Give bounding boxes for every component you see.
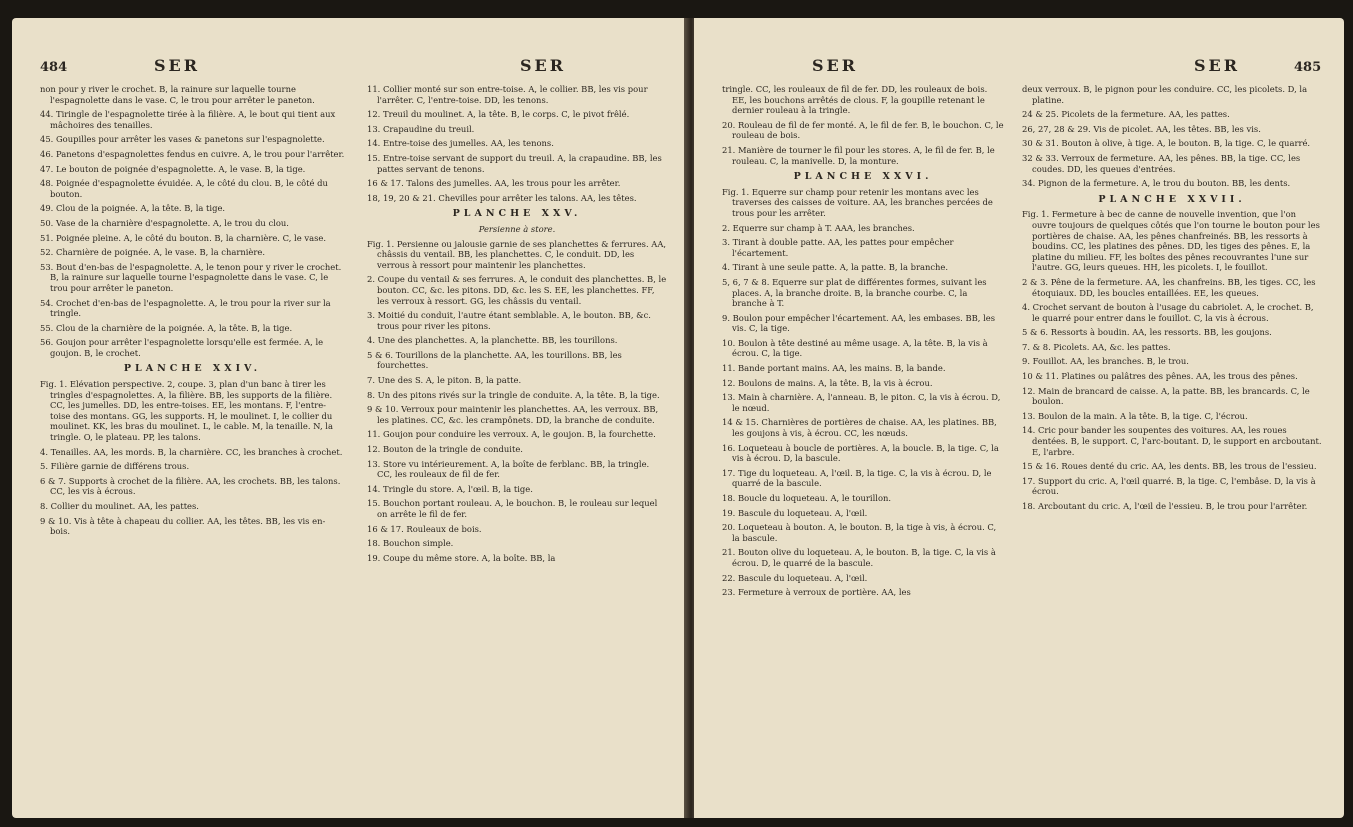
running-head-right: SER [1194,56,1241,75]
legend-entry: Fig. 1. Fermeture à bec de canne de nouvelle invention, que l'on ouvre toujours de quelques côtés que l'on tourne le bouton pour les portières de chaise. AA, les pênes chanfreinés. BB, les ressorts à boudins. CC, les platines des pênes. DD, les tiges des pênes. E, la platine du milieu. FF, les boîtes des pênes recouvrantes l'une sur l'autre. GG, leurs queues. HH, les picolets. I, le fouillot. [1022,209,1320,273]
legend-entry: 15. Bouchon portant rouleau. A, le bouchon. B, le rouleau sur lequel on arrête le fil de fer. [367,498,658,519]
legend-entry: 4. Crochet servant de bouton à l'usage du cabriolet. A, le crochet. B, le quarré pour entrer dans le fouillot. C, la vis à écrous. [1022,302,1314,323]
running-head-center-left: SER [520,56,567,75]
legend-entry: 17. Tige du loqueteau. A, l'œil. B, la tige. C, la vis à écrou. D, le quarré de la bascule. [722,467,992,489]
legend-entry: 14. Cric pour bander les soupentes des voitures. AA, les roues dentées. B, le support. C, l'arc-boutant. D, le support en arcboutant. E, l'arbre. [1022,425,1322,457]
legend-entry: 18. Arcboutant du cric. A, l'œil de l'essieu. B, le trou pour l'arrêter. [1022,501,1308,511]
plate-subtitle: Persienne à store. [478,223,556,234]
legend-entry: 53. Bout d'en-bas de l'espagnolette. A, le tenon pour y river le crochet. B, la rainure sur laquelle tourne l'espagnolette dans le vase. C, le trou pour arrêter le paneton. [40,261,342,293]
legend-entry: 44. Tiringle de l'espagnolette tirée à la filière. A, le bout qui tient aux mâchoires des tenailles. [40,109,336,130]
legend-entry: 32 & 33. Verroux de fermeture. AA, les pênes. BB, la tige. CC, les coudes. DD, les queues d'entrées. [1022,152,1301,174]
legend-entry: 50. Vase de la charnière d'espagnolette. A, le trou du clou. [40,217,289,228]
right-page [694,18,1344,818]
legend-entry: 11. Bande portant mains. AA, les mains. B, la bande. [722,363,946,374]
legend-entry: 20. Rouleau de fil de fer monté. A, le fil de fer. B, le bouchon. C, le rouleau de bois. [722,119,1004,141]
legend-entry: 21. Manière de tourner le fil pour les stores. A, le fil de fer. B, le rouleau. C, la manivelle. D, la monture. [722,144,995,166]
legend-entry: 19. Bascule du loqueteau. A, l'œil. [722,507,868,518]
legend-entry: 9 & 10. Verroux pour maintenir les planchettes. AA, les verroux. BB, les platines. CC, &c. les crampônets. DD, la branche de conduite. [367,404,659,425]
legend-entry: 52. Charnière de poignée. A, le vase. B, la charnière. [40,247,266,258]
left-column-1 [40,84,345,541]
legend-entry: 45. Goupilles pour arrêter les vases & panetons sur l'espagnolette. [40,134,325,145]
legend-entry: 17. Support du cric. A, l'œil quarré. B, la tige. C, l'embâse. D, la vis à écrou. [1022,475,1316,497]
legend-entry: 9. Fouillot. AA, les branches. B, le trou. [1022,356,1189,367]
legend-entry: 46. Panetons d'espagnolettes fendus en cuivre. A, le trou pour l'arrêter. [40,148,345,159]
legend-entry: 21. Bouton olive du loqueteau. A, le bouton. B, la tige. C, la vis à écrou. D, le quarré de la bascule. [722,547,996,568]
legend-entry: 22. Bascule du loqueteau. A, l'œil. [722,572,868,583]
legend-entry: 49. Clou de la poignée. A, la tête. B, la tige. [40,203,226,214]
legend-entry: 8. Collier du moulinet. AA, les pattes. [40,501,199,511]
legend-entry: 13. Crapaudine du treuil. [367,123,475,134]
legend-entry: Fig. 1. Elévation perspective. 2, coupe. 3, plan d'un banc à tirer les tringles d'espagnolettes. A, la filière. BB, les supports de la filière. CC, les jumelles. DD, les entre-toises. EE, les montans. F, l'entre-toise des montans. GG, les supports. H, le moulinet. I, le collier du moulinet. KK, les bras du moulinet. L, le cable. M, la tenaille. N, la tringle. O, le plateau. PP, les talons. [40,379,333,443]
legend-entry: Fig. 1. Equerre sur champ pour retenir les montans avec les traverses des caisses de voiture. AA, les branches percées de trous pour les arrêter. [722,186,993,218]
page-number-right: 485 [1294,60,1322,75]
legend-entry: 9. Boulon pour empêcher l'écartement. AA, les embases. BB, les vis. C, la tige. [722,312,996,334]
legend-entry: 2. Coupe du ventail & ses ferrures. A, le conduit des planchettes. B, le bouton. CC, &c. les pitons. DD, &c. les S. EE, les planchettes. FF, les verroux à ressort. GG, les châssis du ventail. [367,274,667,306]
legend-entry: 23. Fermeture à verroux de portière. AA, les [722,587,911,598]
legend-entry: 14 & 15. Charnières de portières de chaise. AA, les platines. BB, les goujons à vis, à écrou. CC, les nœuds. [722,417,997,439]
legend-entry: 18, 19, 20 & 21. Chevilles pour arrêter les talons. AA, les têtes. [367,192,637,203]
legend-entry: 12. Treuil du moulinet. A, la tête. B, le corps. C, le pivot frêlé. [367,109,630,120]
legend-entry: 24 & 25. Picolets de la fermeture. AA, les pattes. [1022,109,1230,120]
running-head-left: SER [154,56,201,75]
plate-heading: PLANCHE XXVI. [793,171,933,183]
legend-entry: 26, 27, 28 & 29. Vis de picolet. AA, les têtes. BB, les vis. [1022,123,1261,134]
left-column-2 [367,84,667,567]
legend-entry: 12. Boulons de mains. A, la tête. B, la vis à écrou. [722,377,933,388]
running-head-center-right: SER [812,56,859,75]
legend-entry: 51. Poignée pleine. A, le côté du bouton. B, la charnière. C, le vase. [40,232,326,243]
legend-entry: 3. Tirant à double patte. AA, les pattes pour empêcher l'écartement. [722,237,954,258]
legend-entry: 5 & 6. Ressorts à boudin. AA, les ressorts. BB, les goujons. [1022,327,1272,338]
legend-entry: 54. Crochet d'en-bas de l'espagnolette. A, le trou pour la river sur la tringle. [40,297,331,319]
legend-entry: 7. & 8. Picolets. AA, &c. les pattes. [1022,341,1171,352]
left-page [12,18,687,818]
legend-entry: 11. Goujon pour conduire les verroux. A, le goujon. B, la fourchette. [367,429,656,440]
legend-entry: 30 & 31. Bouton à olive, à tige. A, le bouton. B, la tige. C, le quarré. [1022,138,1311,149]
plate-heading: PLANCHE XXVII. [1098,193,1246,205]
legend-entry: 15 & 16. Roues denté du cric. AA, les dents. BB, les trous de l'essieu. [1022,461,1317,472]
legend-entry: 5, 6, 7 & 8. Equerre sur plat de différentes formes, suivant les places. A, la branche droite. B, la branche courbe. C, la branche à T. [722,276,987,309]
legend-entry: 47. Le bouton de poignée d'espagnolette. A, le vase. B, la tige. [40,163,306,174]
legend-entry: tringle. CC, les rouleaux de fil de fer. DD, les rouleaux de bois. EE, les bouchons arrêtés de clous. F, la goupille retenant le dernier rouleau à la tringle. [722,84,988,116]
legend-entry: 5 & 6. Tourillons de la planchette. AA, les tourillons. BB, les fourchettes. [367,349,622,371]
legend-entry: 48. Poignée d'espagnolette évuidée. A, le côté du clou. B, le côté du bouton. [40,178,328,199]
legend-entry: 13. Boulon de la main. A la tête. B, la tige. C, l'écrou. [1022,410,1248,421]
legend-entry: Fig. 1. Persienne ou jalousie garnie de ses planchettes & ferrures. AA, châssis du ventail. BB, les planchettes. C, le conduit. DD, les verrous à ressort pour maintenir les planchettes. [367,238,667,270]
legend-entry: 16 & 17. Talons des jumelles. AA, les trous pour les arrêter. [367,178,621,189]
legend-entry: 7. Une des S. A, le piton. B, la patte. [367,375,522,386]
legend-entry: non pour y river le crochet. B, la rainure sur laquelle tourne l'espagnolette dans le vase. C, le trou pour arrêter le paneton. [40,84,315,105]
legend-entry: 18. Bouchon simple. [367,538,454,549]
plate-heading: PLANCHE XXV. [452,208,582,220]
legend-entry: 10 & 11. Platines ou palâtres des pênes. AA, les trous des pênes. [1022,371,1298,382]
legend-entry: 14. Entre-toise des jumelles. AA, les tenons. [367,138,554,149]
legend-entry: 4. Tirant à une seule patte. A, la patte. B, la branche. [722,262,949,273]
legend-entry: 19. Coupe du même store. A, la boîte. BB, la [367,552,556,563]
plate-heading: PLANCHE XXIV. [123,363,262,375]
right-column-2 [1022,84,1322,516]
legend-entry: 2 & 3. Pêne de la fermeture. AA, les chanfreins. BB, les tiges. CC, les étoquiaux. DD, les boucles entaillées. EE, les queues. [1022,276,1316,298]
legend-entry: 5. Filière garnie de différens trous. [40,461,190,472]
legend-entry: 10. Boulon à tête destiné au même usage. A, la tête. B, la vis à écrou. C, la tige. [722,337,988,359]
right-column-1 [722,84,1004,602]
legend-entry: 4. Tenailles. AA, les mords. B, la charnière. CC, les branches à crochet. [40,446,343,457]
legend-entry: 13. Store vu intérieurement. A, la boîte de ferblanc. BB, la tringle. CC, les rouleaux de fil de fer. [367,458,650,480]
legend-entry: 55. Clou de la charnière de la poignée. A, la tête. B, la tige. [40,322,293,333]
legend-entry: 3. Moitié du conduit, l'autre étant semblable. A, le bouton. BB, &c. trous pour river les pitons. [367,310,651,331]
legend-entry: 12. Bouton de la tringle de conduite. [367,444,523,455]
legend-entry: 34. Pignon de la fermeture. A, le trou du bouton. BB, les dents. [1022,178,1291,189]
legend-entry: 6 & 7. Supports à crochet de la filière. AA, les crochets. BB, les talons. CC, les vis à écrous. [40,475,341,497]
legend-entry: 15. Entre-toise servant de support du treuil. A, la crapaudine. BB, les pattes servant de tenons. [367,152,662,174]
legend-entry: 2. Equerre sur champ à T. AAA, les branches. [722,222,915,233]
legend-entry: 20. Loqueteau à bouton. A, le bouton. B, la tige à vis, à écrou. C, la bascule. [722,522,997,543]
legend-entry: 18. Boucle du loqueteau. A, le tourillon. [722,493,892,503]
legend-entry: 14. Tringle du store. A, l'œil. B, la tige. [367,483,533,494]
legend-entry: deux verroux. B, le pignon pour les conduire. CC, les picolets. D, la platine. [1022,84,1308,105]
legend-entry: 11. Collier monté sur son entre-toise. A, le collier. BB, les vis pour l'arrêter. C, l'entre-toise. DD, les tenons. [367,84,648,105]
page-number-left: 484 [40,60,68,75]
legend-entry: 9 & 10. Vis à tête à chapeau du collier. AA, les têtes. BB, les vis en-bois. [40,515,326,537]
legend-entry: 8. Un des pitons rivés sur la tringle de conduite. A, la tête. B, la tige. [367,389,660,400]
legend-entry: 16 & 17. Rouleaux de bois. [367,523,482,534]
legend-entry: 56. Goujon pour arrêter l'espagnolette lorsqu'elle est fermée. A, le goujon. B, le crochet. [40,337,324,358]
legend-entry: 12. Main de brancard de caisse. A, la patte. BB, les brancards. C, le boulon. [1022,385,1310,407]
legend-entry: 4. Une des planchettes. A, la planchette. BB, les tourillons. [367,335,618,346]
legend-entry: 13. Main à charnière. A, l'anneau. B, le piton. C, la vis à écrou. D, le nœud. [722,392,1001,413]
legend-entry: 16. Loqueteau à boucle de portières. A, la boucle. B, la tige. C, la vis à écrou. D, la bascule. [722,442,999,464]
